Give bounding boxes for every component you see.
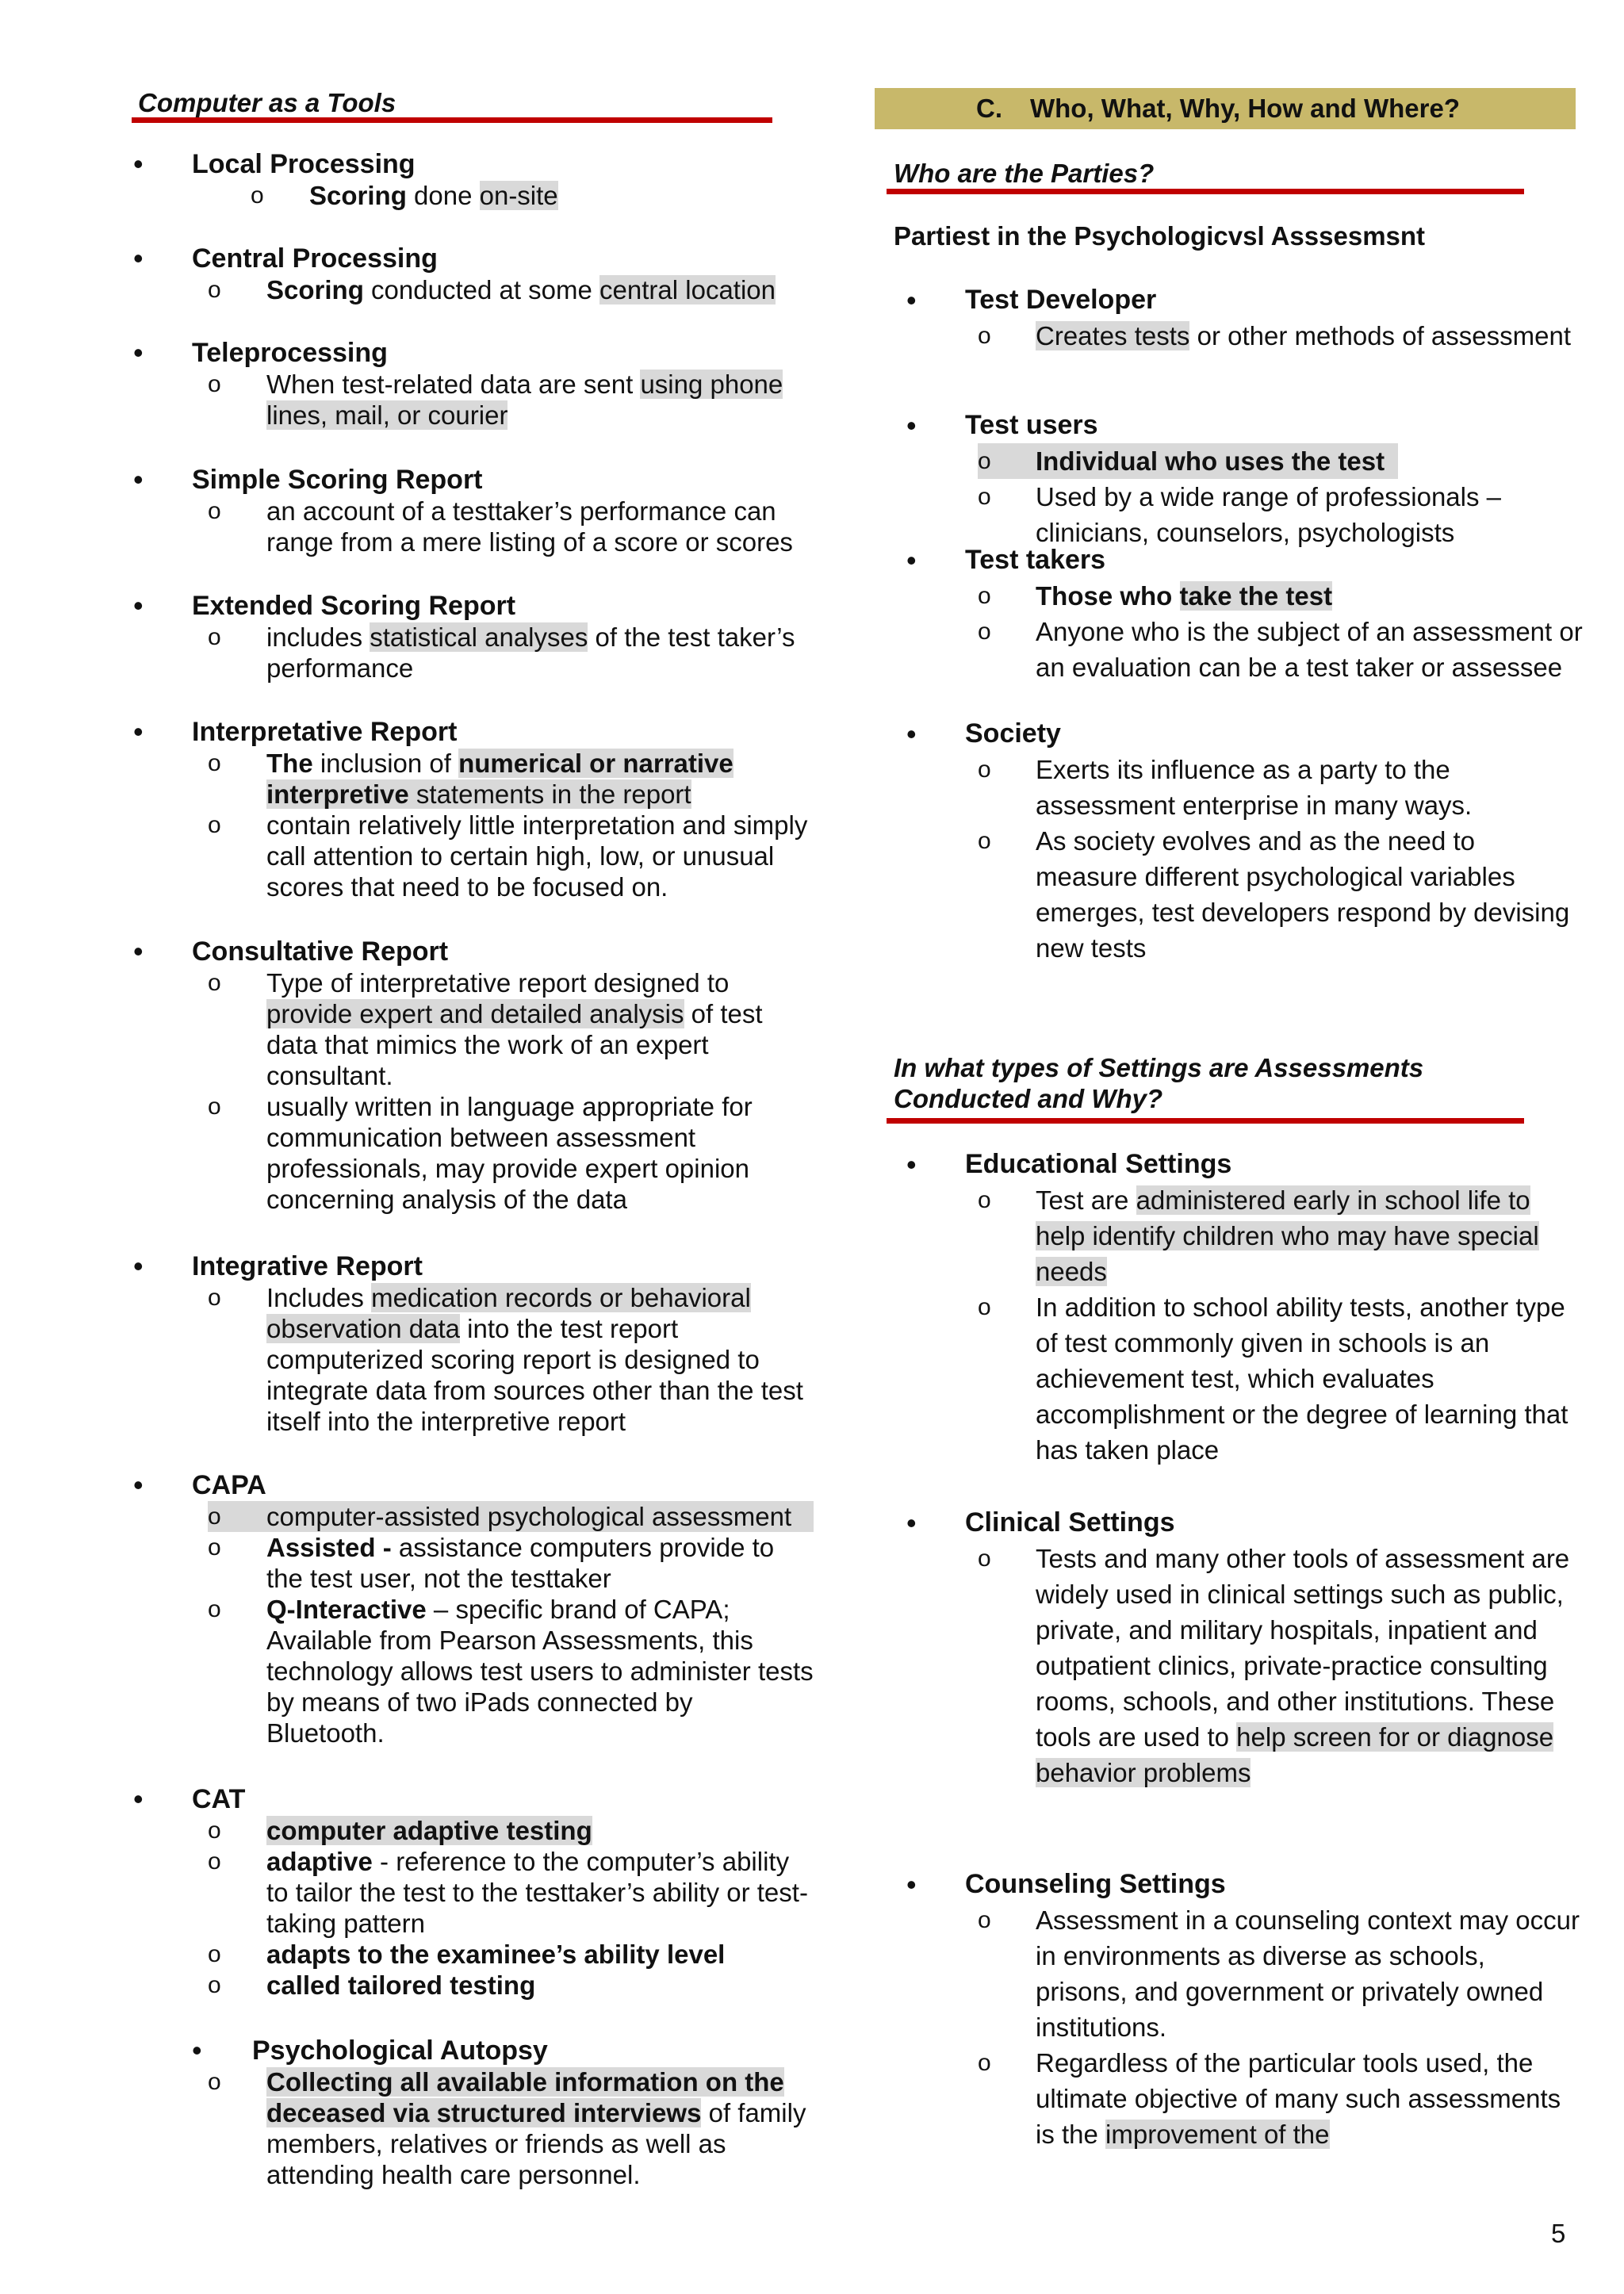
right-item-run: Exerts its influence as a party to the assessment enterprise in many ways. — [1036, 755, 1473, 820]
left-item-run: - reference to the computer’s ability to tailor the test to the testtaker’s ability or test-taking pattern — [266, 1847, 808, 1938]
left-item-run: done — [406, 181, 480, 210]
right-section-heading: Test users — [965, 410, 1098, 440]
right-item-run: take the test — [1179, 581, 1333, 611]
list-item-text — [309, 180, 856, 211]
list-item-text — [1036, 1541, 1583, 1790]
bullet-icon: • — [133, 242, 144, 274]
list-item — [0, 180, 825, 211]
left-item-run: Scoring — [266, 275, 364, 304]
list-item-text — [1036, 1902, 1583, 2045]
bullet-icon: • — [133, 935, 144, 967]
sub-bullet-icon: o — [208, 371, 221, 397]
banner-title: Who, What, Why, How and Where? — [1030, 94, 1461, 123]
sub-bullet-icon: o — [208, 277, 221, 303]
list-item — [0, 1182, 1624, 1289]
sub-bullet-icon: o — [978, 323, 991, 349]
banner-letter: C. — [976, 94, 1002, 123]
sub-bullet-icon: o — [978, 1294, 991, 1320]
list-item — [0, 752, 1624, 823]
right-item-run: help screen for or diagnose behavior problems — [1036, 1722, 1554, 1787]
left-item-run: central location — [599, 275, 776, 304]
list-item-text — [1036, 1182, 1583, 1289]
bullet-icon: • — [133, 1250, 144, 1282]
left-item-run: Assisted - — [266, 1533, 392, 1562]
sub-bullet-icon: o — [208, 1596, 221, 1622]
sub-bullet-icon: o — [251, 182, 264, 209]
left-item-run: of the test taker’s performance — [266, 622, 795, 683]
left-item-run: Includes — [266, 1283, 372, 1312]
list-item-text — [1036, 1289, 1583, 1468]
sub-bullet-icon: o — [208, 2069, 221, 2095]
left-item-run: of test data that mimics the work of an expert consultant. — [266, 999, 763, 1090]
right-section-heading: Clinical Settings — [965, 1507, 1175, 1538]
sub-bullet-icon: o — [208, 1817, 221, 1844]
list-item-text — [1036, 614, 1583, 685]
bullet-icon: • — [906, 544, 917, 576]
left-item-run: When test-related data are sent — [266, 370, 641, 399]
list-item-text — [266, 967, 814, 1091]
right-item-run: Those who — [1036, 581, 1180, 611]
bullet-icon: • — [906, 409, 917, 442]
right-section-heading: Counseling Settings — [965, 1869, 1226, 1899]
left-title-rule — [132, 117, 772, 123]
sub-bullet-icon: o — [978, 1187, 991, 1213]
bullet-icon: • — [133, 463, 144, 496]
sub-bullet-icon: o — [208, 1972, 221, 1998]
list-item — [0, 614, 1624, 685]
list-item — [0, 1815, 825, 1846]
page-number: 5 — [1551, 2219, 1566, 2248]
left-item-run: Q-Interactive — [266, 1595, 427, 1624]
bullet-icon: • — [906, 1507, 917, 1539]
sub-bullet-icon: o — [978, 484, 991, 510]
sub-bullet-icon: o — [208, 1848, 221, 1875]
list-item-text — [1036, 479, 1583, 550]
parties-title-rule — [887, 189, 1524, 194]
list-item — [0, 479, 1624, 550]
left-item-run: includes — [266, 622, 370, 652]
list-item-text — [1036, 823, 1583, 966]
left-item-run: adapts to the examinee’s ability level — [266, 1940, 726, 1969]
sub-bullet-icon: o — [978, 756, 991, 783]
right-item-run: Anyone who is the subject of an assessment or an evaluation can be a test taker or assessee — [1036, 617, 1583, 682]
left-section-items — [0, 369, 825, 431]
left-section-heading: Extended Scoring Report — [192, 591, 516, 621]
left-item-run: using phone lines, mail, or courier — [266, 370, 783, 430]
sub-bullet-icon: o — [208, 970, 221, 996]
bullet-icon: • — [133, 1783, 144, 1815]
list-item — [0, 578, 1624, 614]
sub-bullet-icon: o — [978, 2050, 991, 2076]
settings-title-rule — [887, 1118, 1524, 1124]
left-section-heading: CAT — [192, 1784, 246, 1814]
right-section-heading: Society — [965, 718, 1061, 749]
right-item-run: In addition to school ability tests, another type of test commonly given in schools is an achievement test, which evaluates accomplishment or the degree of learning that has taken place — [1036, 1293, 1568, 1465]
left-section-heading: Interpretative Report — [192, 717, 458, 747]
parties-subtitle: Partiest in the Psychologicvsl Asssesmsnt — [894, 221, 1426, 251]
left-item-run: computer-assisted psychological assessment — [266, 1502, 792, 1531]
right-section-items — [0, 443, 1624, 550]
list-item — [0, 2045, 1624, 2152]
left-item-run: numerical or narrative interpretive — [266, 749, 733, 809]
list-item-text — [1036, 2045, 1583, 2152]
parties-title: Who are the Parties? — [894, 159, 1155, 188]
list-item-text — [266, 1501, 814, 1532]
left-item-run: Scoring — [309, 181, 407, 210]
bullet-icon: • — [133, 1469, 144, 1501]
list-item-text — [1036, 578, 1583, 614]
right-section-items — [0, 1182, 1624, 1468]
left-item-run: medication records or behavioral observation data — [266, 1283, 751, 1343]
right-item-run: Individual who uses the test — [1036, 446, 1385, 476]
right-section-items — [0, 578, 1624, 685]
left-section-heading: Simple Scoring Report — [192, 465, 483, 495]
left-section-heading: Central Processing — [192, 243, 438, 274]
left-section-heading: Local Processing — [192, 149, 416, 179]
right-item-run: improvement of the — [1105, 2120, 1330, 2149]
bullet-icon: • — [906, 1148, 917, 1181]
right-item-run: Assessment in a counseling context may occur in environments as diverse as schools, prisons, and government or privately owned institutions. — [1036, 1905, 1580, 2042]
right-section-items — [0, 1541, 1624, 1790]
bullet-icon: • — [133, 147, 144, 180]
sub-bullet-icon: o — [978, 583, 991, 609]
right-item-run: As society evolves and as the need to measure different psychological variables emerges, test developers respond by devising new tests — [1036, 826, 1570, 963]
left-section-items — [0, 274, 825, 305]
left-item-run: assistance computers provide to the test user, not the testtaker — [266, 1533, 775, 1593]
left-item-run: – specific brand of CAPA; Available from Pearson Assessments, this technology allows test users to administer tests by means of two iPads connected by Bluetooth. — [266, 1595, 814, 1748]
list-item — [0, 1501, 825, 1532]
sub-bullet-icon: o — [978, 1907, 991, 1933]
left-item-run: conducted at some — [363, 275, 600, 304]
right-section-heading: Test Developer — [965, 285, 1157, 315]
left-item-run: on-site — [479, 181, 558, 210]
list-item — [0, 967, 825, 1091]
left-section-heading: CAPA — [192, 1470, 266, 1500]
sub-bullet-icon: o — [208, 1534, 221, 1561]
settings-title: In what types of Settings are Assessments Conducted and Why? — [894, 1053, 1424, 1113]
left-section-heading: Teleprocessing — [192, 338, 388, 368]
bullet-icon: • — [192, 2034, 202, 2066]
right-section-items — [0, 318, 1624, 354]
list-item — [978, 443, 1398, 479]
list-item — [0, 1541, 1624, 1790]
right-section-heading: Educational Settings — [965, 1149, 1232, 1179]
left-item-run: called tailored testing — [266, 1970, 536, 2000]
sub-bullet-icon: o — [978, 448, 991, 474]
list-item — [0, 1289, 1624, 1468]
bullet-icon: • — [906, 718, 917, 750]
right-section-heading: Test takers — [965, 545, 1106, 575]
list-item-text — [1036, 318, 1583, 354]
right-item-run: Test are — [1036, 1185, 1136, 1215]
left-item-run: statistical analyses — [370, 622, 588, 652]
left-section-items — [0, 180, 825, 211]
right-item-run: administered early in school life to help identify children who may have special needs — [1036, 1185, 1539, 1286]
list-item-text — [266, 1815, 814, 1846]
left-item-run: computer adaptive testing — [266, 1816, 592, 1845]
bullet-icon: • — [133, 336, 144, 369]
left-item-run: contain relatively little interpretation and simply call attention to certain high, low, or unusual scores that need to be focused on. — [266, 810, 808, 902]
left-item-run: Collecting all available information on the deceased via structured interviews — [266, 2067, 784, 2127]
sub-bullet-icon: o — [208, 1093, 221, 1120]
left-item-run: into the test report computerized scoring report is designed to integrate data from sources other than the test itself into the interpretive report — [266, 1314, 803, 1436]
left-item-run: adaptive — [266, 1847, 373, 1876]
bullet-icon: • — [133, 589, 144, 622]
sub-bullet-icon: o — [208, 1501, 266, 1532]
left-item-run: usually written in language appropriate for communication between assessment professionals, may provide expert opinion concerning analysis of the data — [266, 1092, 753, 1214]
left-item-run: Type of interpretative report designed to — [266, 968, 730, 998]
right-item-run: or other methods of assessment — [1189, 321, 1571, 350]
sub-bullet-icon: o — [208, 1285, 221, 1311]
right-item-run: Used by a wide range of professionals – clinicians, counselors, psychologists — [1036, 482, 1502, 547]
left-item-run: The — [266, 749, 313, 778]
list-item-text — [266, 369, 814, 431]
list-item — [0, 1902, 1624, 2045]
bullet-icon: • — [906, 284, 917, 316]
list-item — [0, 274, 825, 305]
sub-bullet-icon: o — [208, 1941, 221, 1967]
left-section-title: Computer as a Tools — [138, 88, 396, 117]
list-item — [0, 318, 1624, 354]
list-item-text — [266, 274, 814, 305]
sub-bullet-icon: o — [978, 1545, 991, 1572]
list-item-text — [1036, 443, 1583, 479]
list-item — [0, 369, 825, 431]
right-section-items — [0, 752, 1624, 966]
left-item-run: an account of a testtaker’s performance can range from a mere listing of a score or scores — [266, 496, 793, 557]
right-item-run: Creates tests — [1036, 321, 1190, 350]
left-section-items — [0, 967, 825, 1215]
left-item-run: of family members, relatives or friends as well as attending health care personnel. — [266, 2098, 806, 2189]
section-banner — [875, 88, 1576, 129]
bullet-icon: • — [906, 1868, 917, 1901]
sub-bullet-icon: o — [208, 624, 221, 650]
left-item-run: inclusion of — [312, 749, 459, 778]
list-item — [0, 823, 1624, 966]
right-section-items — [0, 1902, 1624, 2152]
sub-bullet-icon: o — [208, 812, 221, 838]
left-section-heading: Integrative Report — [192, 1251, 423, 1281]
left-item-run: provide expert and detailed analysis — [266, 999, 684, 1028]
list-item-text — [1036, 752, 1583, 823]
sub-bullet-icon: o — [208, 750, 221, 776]
left-item-run: statements in the report — [408, 779, 691, 809]
sub-bullet-icon: o — [978, 828, 991, 854]
sub-bullet-icon: o — [978, 618, 991, 645]
sub-bullet-icon: o — [208, 498, 221, 524]
left-section-heading: Psychological Autopsy — [252, 2035, 548, 2066]
right-item-run: Tests and many other tools of assessment are widely used in clinical settings such as public, private, and military hospitals, inpatient and outpatient clinics, private-practice consulting rooms, schools, and other institutions. These tools are used to — [1036, 1544, 1570, 1752]
left-section-heading: Consultative Report — [192, 936, 449, 967]
right-item-run: Regardless of the particular tools used, the ultimate objective of many such assessments is the — [1036, 2048, 1561, 2149]
bullet-icon: • — [133, 715, 144, 748]
